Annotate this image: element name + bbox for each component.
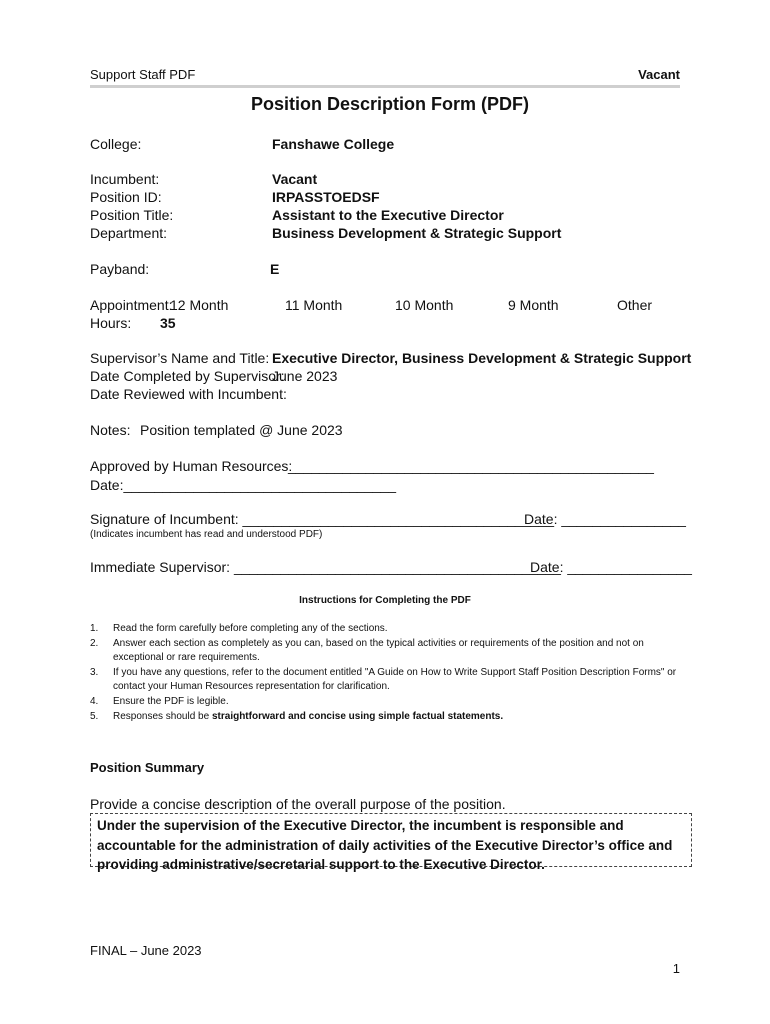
list-item (90, 666, 680, 695)
header-doc-type: Support Staff PDF (90, 67, 196, 82)
date-completed-label: Date Completed by Supervisor: (90, 368, 285, 384)
incumbent-value: Vacant (272, 171, 318, 187)
list-item-text: Read the form carefully before completing any of the sections. (113, 623, 388, 634)
position-title-value: Assistant to the Executive Director (272, 207, 504, 223)
incumbent-label: Incumbent: (90, 171, 160, 187)
page-title: Position Description Form (PDF) (250, 94, 529, 114)
supervisor-signature-date: Date: ________________ (530, 559, 692, 575)
college-value: Fanshawe College (272, 136, 395, 152)
list-item-text: If you have any questions, refer to the document entitled "A Guide on How to Write Support Staff Position Description Forms" or contact your Human Resources representation for clarification. (113, 666, 677, 693)
footer-version: FINAL – June 2023 (90, 943, 202, 958)
supervisor-name-value: Executive Director, Business Development & Strategic Support (272, 350, 692, 366)
list-item-bold-text: straightforward and concise using simple factual statements. (211, 710, 504, 722)
hr-approval-date-line: Date:___________________________________ (90, 477, 396, 493)
position-summary-prompt: Provide a concise description of the overall purpose of the position. (90, 796, 506, 812)
list-item-number: 1. (90, 623, 99, 634)
date-reviewed-label: Date Reviewed with Incumbent: (90, 386, 287, 402)
list-item (90, 710, 680, 725)
position-id-label: Position ID: (90, 189, 162, 205)
position-id-value: IRPASSTOEDSF (272, 189, 380, 205)
incumbent-signature-date: Date: ________________ (524, 511, 686, 527)
supervisor-name-label: Supervisor’s Name and Title: (90, 350, 270, 366)
incumbent-signature-note: (Indicates incumbent has read and understood PDF) (90, 529, 323, 540)
instructions-list (90, 622, 680, 724)
notes-label: Notes: (90, 422, 131, 438)
list-item-number: 5. (90, 710, 99, 722)
appointment-option-other: Other (617, 297, 653, 313)
appointment-option-11-month: 11 Month (285, 297, 343, 313)
list-item-number: 4. (90, 695, 99, 707)
position-title-label: Position Title: (90, 207, 174, 223)
list-item-number: 3. (90, 666, 99, 678)
department-label: Department: (90, 225, 168, 241)
list-item-number: 2. (90, 637, 99, 649)
list-item (90, 622, 680, 637)
header-status: Vacant (638, 67, 680, 82)
incumbent-signature-line: Signature of Incumbent: ________________________________________ (90, 511, 554, 527)
date-completed-value: June 2023 (272, 368, 338, 384)
payband-label: Payband: (90, 261, 150, 277)
list-item (90, 637, 680, 666)
notes-value: Position templated @ June 2023 (140, 422, 343, 438)
appointment-option-12-month: 12 Month (170, 297, 229, 313)
hr-approval-label: Approved by Human Resources: (90, 458, 293, 474)
hr-approval-signature-line: _______________________________________________ (288, 458, 654, 474)
page-number: 1 (672, 961, 680, 976)
supervisor-signature-line: Immediate Supervisor: __________________________________________ (90, 559, 561, 575)
appointment-option-10-month: 10 Month (395, 297, 454, 313)
hours-value: 35 (160, 315, 176, 331)
hours-label: Hours: (90, 315, 132, 331)
position-summary-text: Under the supervision of the Executive Director, the incumbent is responsible and accountable for the administration of daily activities of the Executive Director’s office and providing administrative/secretarial support to the Executive Director. (90, 813, 692, 867)
department-value: Business Development & Strategic Support (272, 225, 562, 241)
college-label: College: (90, 136, 142, 152)
appointment-label: Appointment: (90, 297, 173, 313)
list-item-text: Answer each section as completely as you can, based on the typical activities or requirements of the position and not on exceptional or rare requirements. (113, 637, 644, 664)
list-item-text: Ensure the PDF is legible. (113, 695, 229, 707)
header-rule (90, 85, 680, 88)
payband-value: E (270, 261, 280, 277)
list-item (90, 695, 680, 710)
position-summary-heading: Position Summary (90, 760, 205, 775)
list-item-text: Responses should be (113, 710, 210, 722)
appointment-option-9-month: 9 Month (508, 297, 559, 313)
instructions-heading: Instructions for Completing the PDF (299, 595, 471, 606)
